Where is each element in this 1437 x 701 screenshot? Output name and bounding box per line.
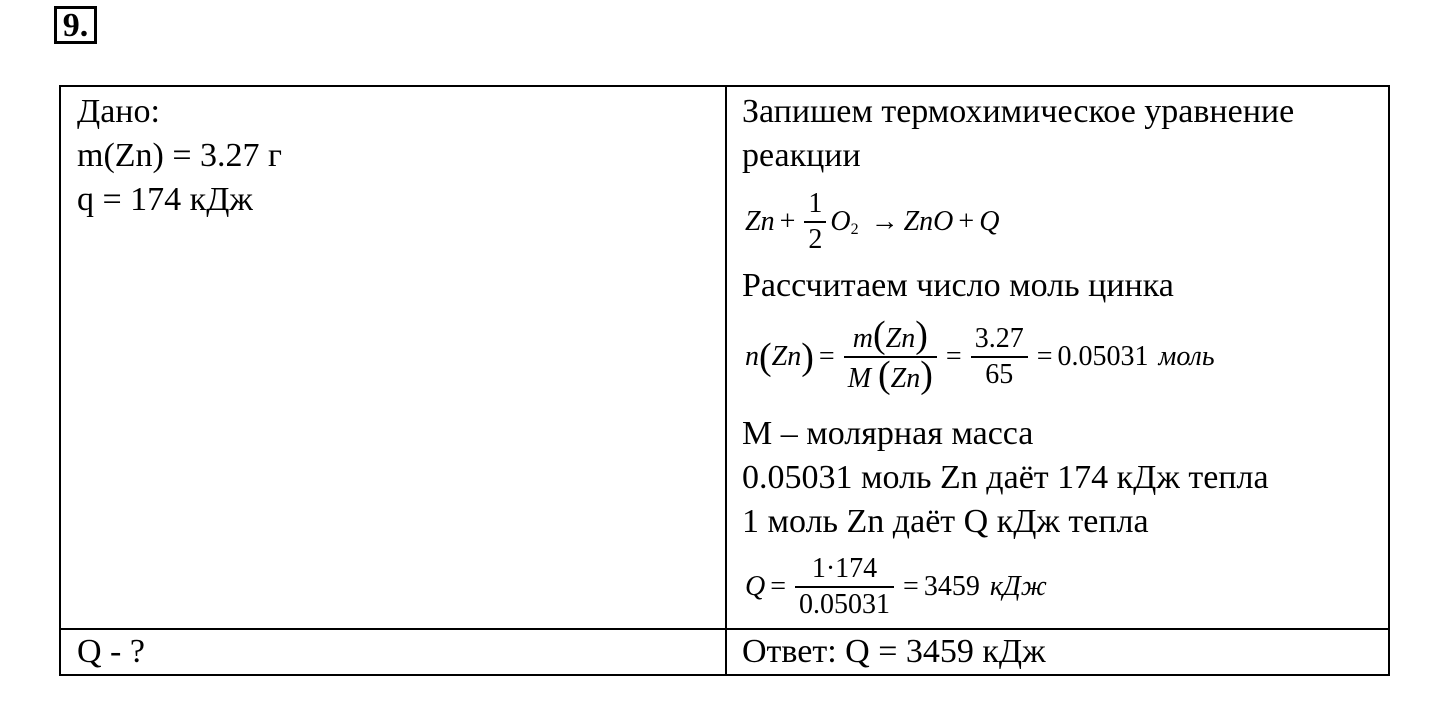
paren-open: ( — [759, 336, 772, 378]
mf-den — [844, 354, 937, 396]
mf-num-zn: Zn — [885, 323, 916, 354]
hf-result: 3459 — [923, 571, 980, 602]
hf-fraction — [795, 552, 894, 622]
eq-q: Q — [979, 206, 1000, 237]
mf-result: 0.05031 — [1057, 341, 1149, 372]
mf-n: n — [745, 341, 759, 372]
eq-half-num: 1 — [808, 188, 823, 219]
answer-cell: Ответ: Q = 3459 кДж — [742, 633, 1046, 670]
solution-table — [59, 85, 1390, 676]
mf-unit: моль — [1158, 341, 1215, 372]
hf-num: 1·174 — [811, 553, 878, 584]
eq-o2-sub: 2 — [850, 221, 859, 238]
mf-den-zn: Zn — [890, 363, 921, 394]
mf-value-fraction — [971, 322, 1028, 392]
paren-open: ( — [878, 354, 891, 396]
hf-q: Q — [745, 571, 766, 602]
moles-formula — [745, 315, 1215, 399]
given-heat: q = 174 кДж — [77, 181, 253, 218]
proportion-line-1: 0.05031 моль Zn даёт 174 кДж тепла — [742, 459, 1269, 496]
mf-den-val: 65 — [985, 359, 1014, 390]
question-cell: Q - ? — [77, 633, 145, 670]
hf-unit: кДж — [989, 571, 1047, 602]
heat-formula — [745, 550, 1047, 624]
hf-eq-1: = — [770, 571, 787, 602]
hf-eq-2: = — [903, 571, 919, 602]
reaction-equation — [745, 187, 999, 257]
eq-zno: ZnO — [903, 206, 954, 237]
given-cell — [77, 90, 282, 222]
mf-num-m: m — [852, 323, 873, 354]
proportion-line-2: 1 моль Zn даёт Q кДж тепла — [742, 503, 1149, 540]
row-divider — [61, 628, 1388, 630]
eq-arrow: → — [870, 206, 899, 237]
mf-mass-fraction — [844, 314, 937, 396]
eq-half-fraction — [804, 187, 826, 257]
mf-num-val: 3.27 — [974, 323, 1024, 354]
mf-eq-2: = — [945, 341, 962, 372]
mf-den-m: M — [847, 363, 872, 394]
paren-close: ) — [801, 336, 814, 378]
eq-plus: + — [779, 206, 796, 237]
paren-close: ) — [920, 354, 933, 396]
eq-zn: Zn — [745, 206, 775, 237]
problem-number: 9. — [54, 6, 97, 44]
given-mass: m(Zn) = 3.27 г — [77, 137, 282, 174]
mf-eq-3: = — [1036, 341, 1053, 372]
mf-zn: Zn — [771, 341, 802, 372]
mf-eq-1: = — [818, 341, 835, 372]
eq-plus-2: + — [958, 206, 975, 237]
paren-open: ( — [872, 314, 886, 356]
intro-line-1: Запишем термохимическое уравнение — [742, 93, 1295, 130]
given-header: Дано: — [77, 93, 160, 130]
eq-half-den: 2 — [808, 224, 823, 255]
eq-o2: O — [830, 206, 851, 237]
mf-num — [849, 314, 932, 356]
intro-line-2: реакции — [742, 137, 861, 174]
hf-den: 0.05031 — [799, 589, 891, 620]
calc-moles-text: Рассчитаем число моль цинка — [742, 267, 1174, 304]
column-divider — [725, 87, 727, 674]
paren-close: ) — [915, 314, 928, 356]
molar-mass-note: M – молярная масса — [742, 415, 1034, 452]
